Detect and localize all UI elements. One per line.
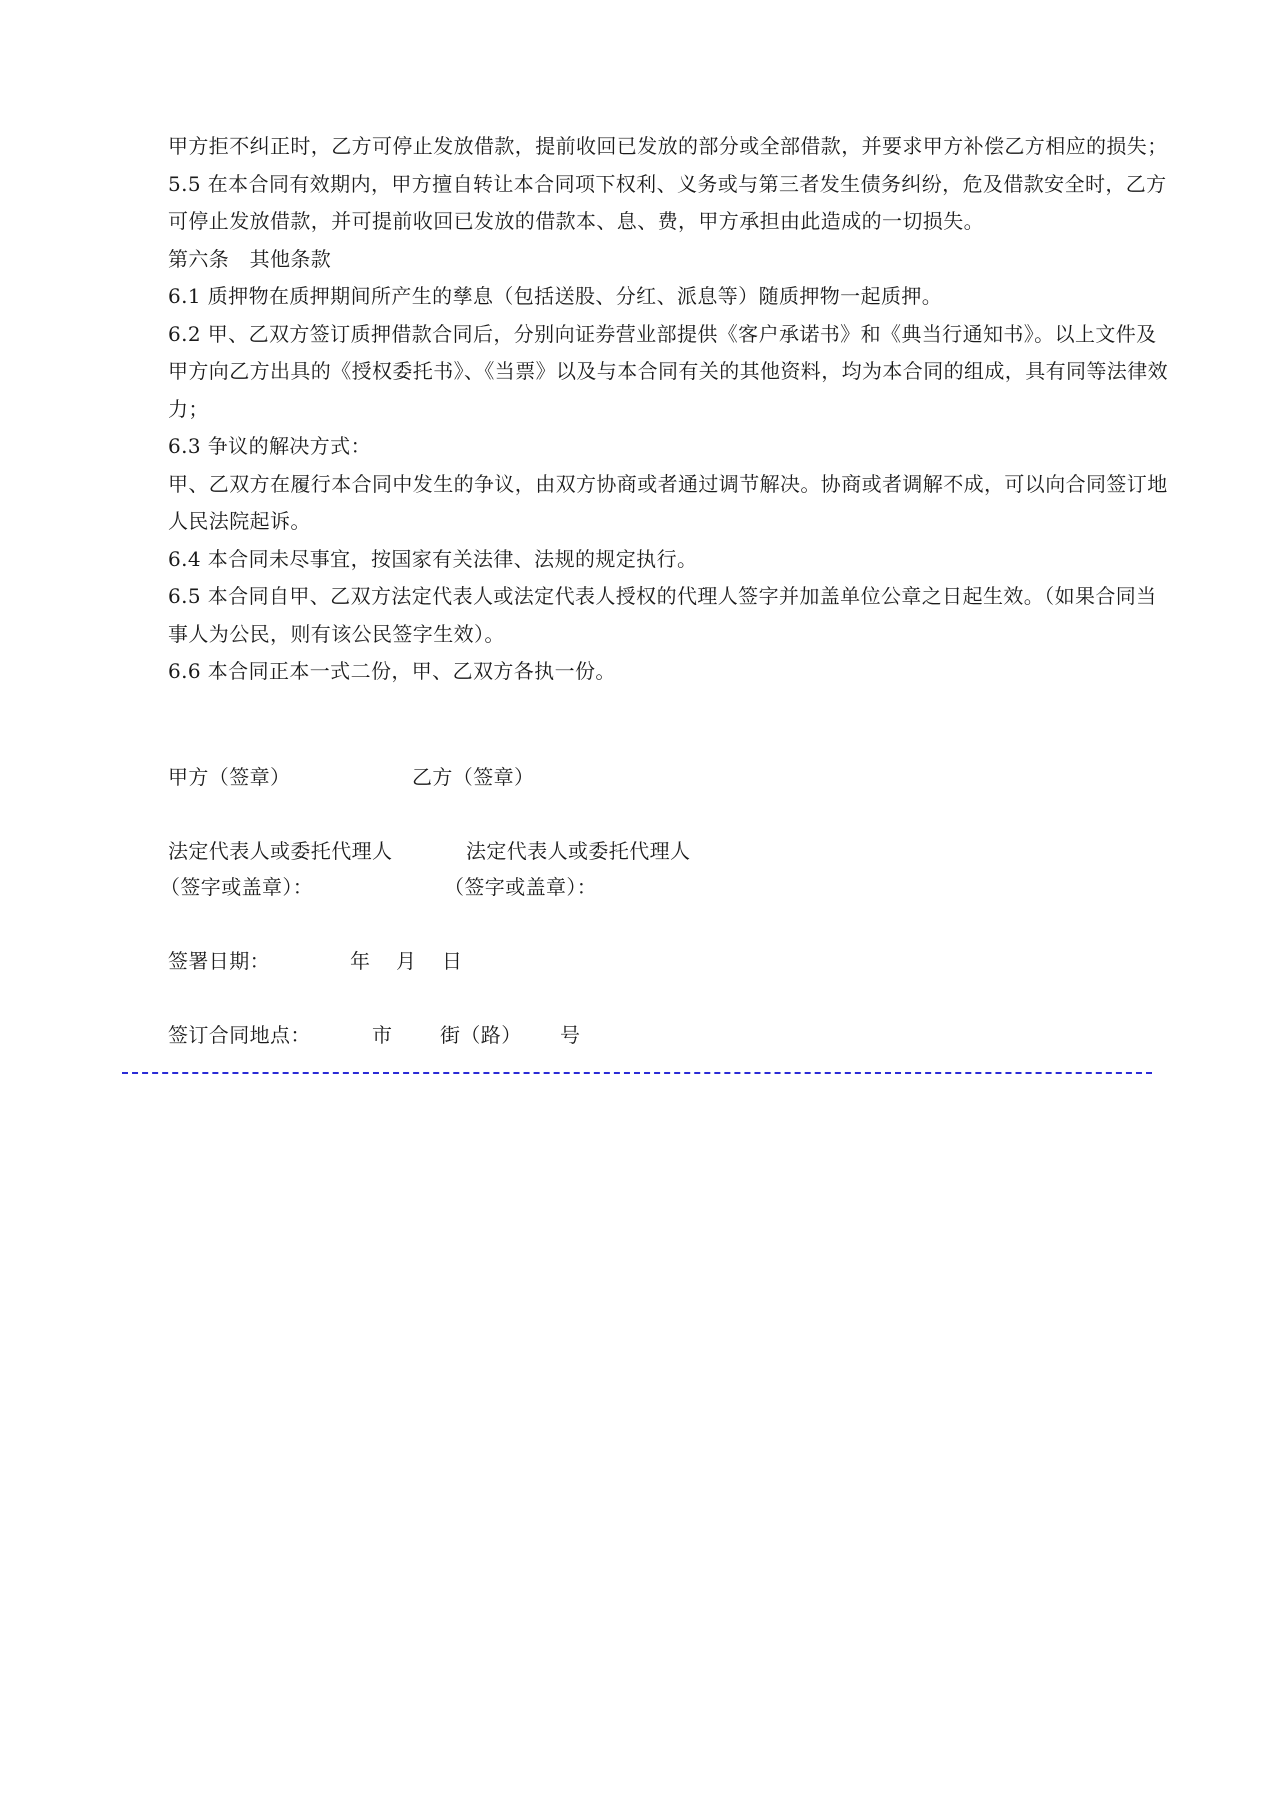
signing-place-label: 签订合同地点： <box>168 1023 311 1047</box>
signing-date-month: 月 <box>396 949 417 973</box>
clause-6-4: 6.4 本合同未尽事宜，按国家有关法律、法规的规定执行。 <box>168 546 698 571</box>
clause-6-2: 6.2 甲、乙双方签订质押借款合同后，分别向证券营业部提供《客户承诺书》和《典当行通知书》。以上文件及甲方向乙方出具的《授权委托书》、《当票》以及与本合同有关的其他资料，均为本合同的组成，具有同等法律效力； <box>168 321 1168 421</box>
signing-date-day: 日 <box>442 949 463 973</box>
signing-date-year: 年 <box>350 949 371 973</box>
clause-6-5: 6.5 本合同自甲、乙双方法定代表人或法定代表人授权的代理人签字并加盖单位公章之日起生效。（如果合同当事人为公民，则有该公民签字生效）。 <box>168 584 1157 646</box>
clause-6-3: 6.3 争议的解决方式： <box>168 434 371 458</box>
dashed-divider <box>122 1072 1152 1074</box>
paragraph-party-a-correction: 甲方拒不纠正时，乙方可停止发放借款，提前收回已发放的部分或全部借款，并要求甲方补偿乙方相应的损失； <box>168 134 1168 158</box>
article-6-heading: 第六条 其他条款 <box>168 246 332 271</box>
signing-place-street: 街（路） <box>440 1023 522 1047</box>
signing-date-label: 签署日期： <box>168 949 270 973</box>
clause-6-3-detail: 甲、乙双方在履行本合同中发生的争议，由双方协商或者通过调节解决。协商或者调解不成，可以向合同签订地人民法院起诉。 <box>168 471 1168 533</box>
party-a-representative-label: 法定代表人或委托代理人 <box>168 839 393 863</box>
party-b-seal-label: 乙方（签章） <box>412 765 535 789</box>
clause-6-1: 6.1 质押物在质押期间所产生的孳息（包括送股、分红、派息等）随质押物一起质押。 <box>168 284 943 308</box>
signing-place-number: 号 <box>560 1023 581 1047</box>
clause-5-5: 5.5 在本合同有效期内，甲方擅自转让本合同项下权利、义务或与第三者发生债务纠纷，危及借款安全时，乙方可停止发放借款，并可提前收回已发放的借款本、息、费，甲方承担由此造成的一切损失。 <box>168 171 1167 233</box>
contract-body <box>168 128 1168 691</box>
party-b-representative-label: 法定代表人或委托代理人 <box>466 839 691 863</box>
signing-place-city: 市 <box>372 1023 393 1047</box>
party-a-seal-label: 甲方（签章） <box>168 765 291 789</box>
party-a-sign-label: （签字或盖章）： <box>160 875 314 899</box>
party-b-sign-label: （签字或盖章）： <box>444 875 598 899</box>
clause-6-6: 6.6 本合同正本一式二份，甲、乙双方各执一份。 <box>168 659 616 683</box>
